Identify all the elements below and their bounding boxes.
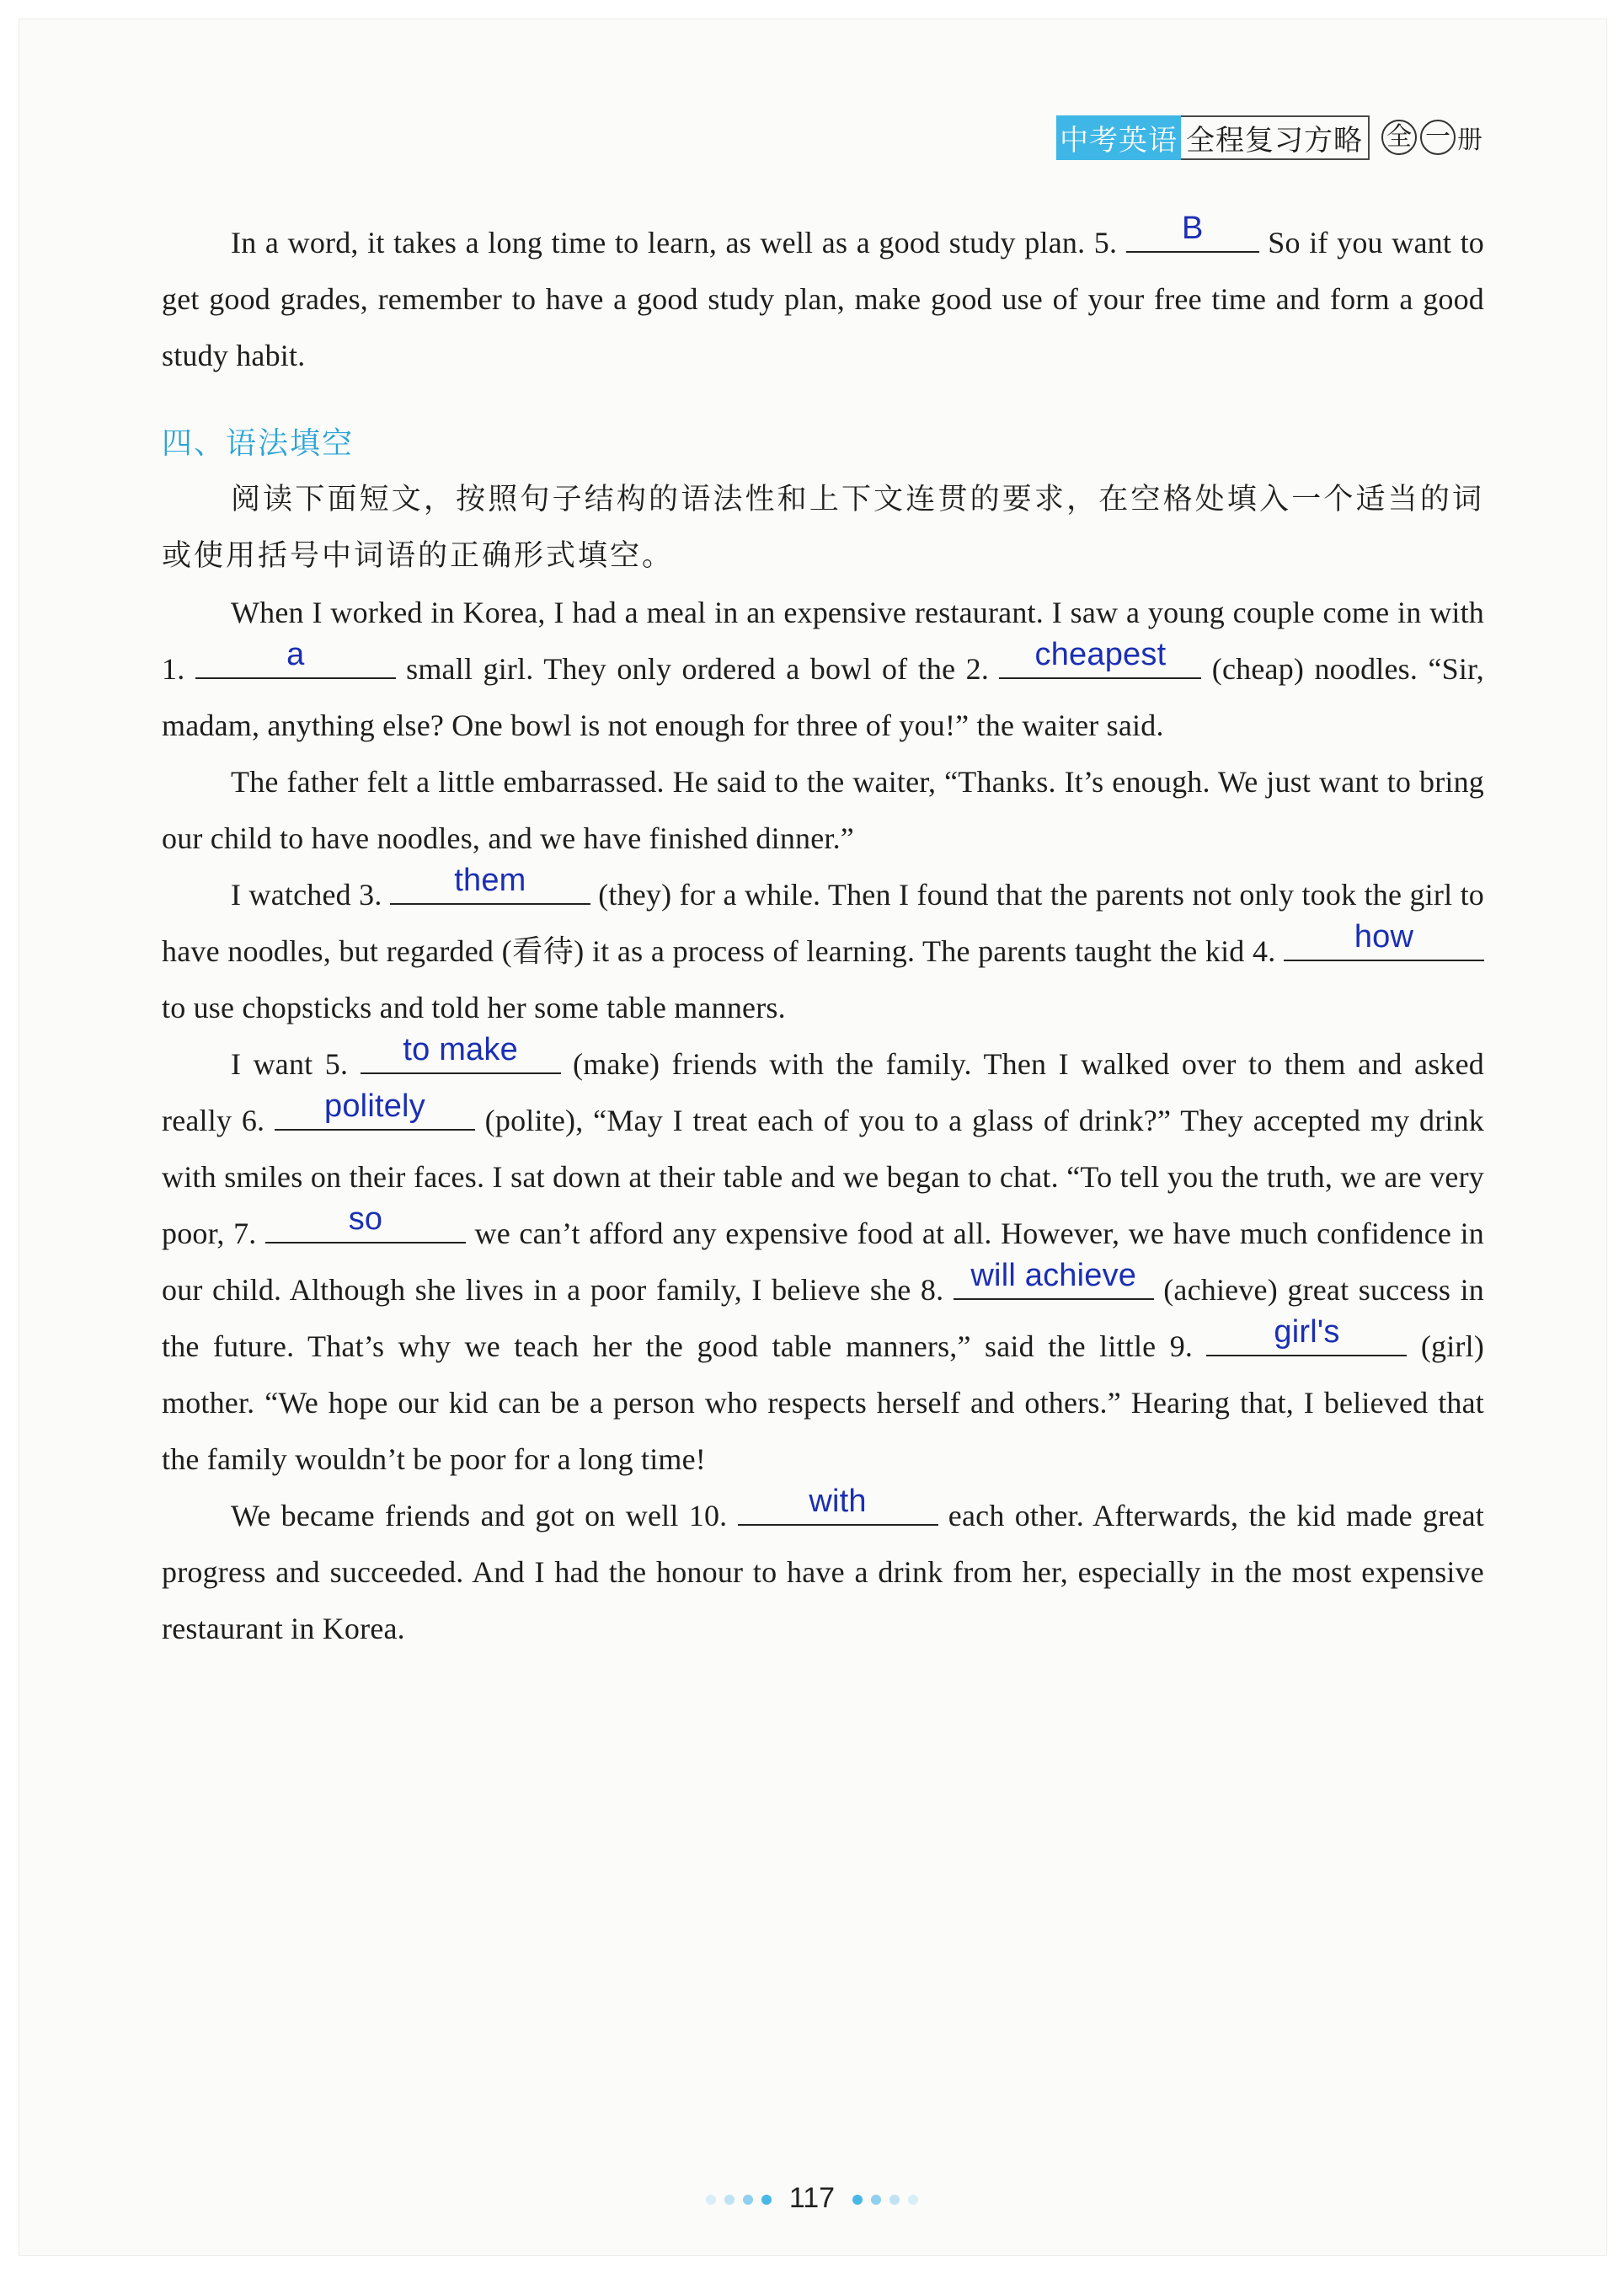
paragraph-3 <box>162 863 1484 1036</box>
text: (they) for a while. Then I found that the parents not only took the girl to have noodles, but regarded (看待) it as a process of learning. The parents taught the kid 4. <box>162 878 1484 968</box>
volume-char-3: 册 <box>1457 126 1482 155</box>
page-content <box>162 211 1485 1657</box>
text: I want 5. <box>231 1047 361 1081</box>
volume-char-1: 全 <box>1381 120 1417 155</box>
header-volume <box>1380 119 1482 156</box>
dot-icon <box>761 2195 772 2205</box>
answer-10: with <box>809 1484 867 1519</box>
text: small girl. They only ordered a bowl of the 2. <box>395 652 1000 686</box>
text: In a word, it takes a long time to learn, as well as a good study plan. 5. <box>231 226 1126 259</box>
dot-icon <box>724 2195 735 2205</box>
page-footer <box>0 2182 1624 2215</box>
answer-5b: to make <box>403 1032 518 1067</box>
blank-2[interactable] <box>999 637 1201 679</box>
answer-6: politely <box>324 1088 425 1124</box>
header-title-highlight: 中考英语 <box>1056 115 1181 160</box>
answer-2: cheapest <box>1034 637 1167 672</box>
dot-icon <box>852 2195 863 2205</box>
section-title: 四、语法填空 <box>162 426 355 461</box>
section-instructions: 阅读下面短文，按照句子结构的语法性和上下文连贯的要求，在空格处填入一个适当的词或使用括号中词语的正确形式填空。 <box>162 483 1484 573</box>
answer-7: so <box>348 1201 383 1237</box>
blank-6[interactable] <box>275 1088 475 1131</box>
book-header <box>1056 118 1482 157</box>
answer-1: a <box>286 637 305 672</box>
answer-9: girl's <box>1274 1314 1340 1350</box>
answer-8: will achieve <box>970 1258 1137 1293</box>
passage-top <box>162 211 1484 384</box>
blank-1[interactable] <box>195 637 396 679</box>
text: we can’t afford any expensive food at all. However, we have much confidence in our child. Although she lives in a poor family, I believe she 8. <box>162 1217 1484 1307</box>
text: I watched 3. <box>231 878 390 912</box>
blank-3[interactable] <box>390 863 590 905</box>
dot-icon <box>706 2195 716 2205</box>
blank-10[interactable] <box>738 1484 938 1526</box>
dot-icon <box>871 2195 881 2205</box>
text: to use chopsticks and told her some table manners. <box>162 991 786 1024</box>
text: When I worked in Korea, I had a meal in an expensive restaurant. I saw a young couple come in with 1. <box>162 596 1484 686</box>
text: (cheap) noodles. “Sir, madam, anything else? One bowl is not enough for three of you!” the waiter said. <box>162 652 1484 742</box>
dot-icon <box>889 2195 900 2205</box>
volume-char-2: 一 <box>1420 120 1456 155</box>
blank-7[interactable] <box>265 1201 466 1243</box>
paragraph-2 <box>162 754 1484 867</box>
blank-9[interactable] <box>1206 1314 1407 1356</box>
blank-5b[interactable] <box>361 1032 561 1074</box>
text: (achieve) great success in the future. That’s why we teach her the good table manners,” said the little 9. <box>162 1273 1484 1363</box>
paragraph-5 <box>162 1484 1484 1657</box>
dot-icon <box>908 2195 918 2205</box>
text: (polite), “May I treat each of you to a glass of drink?” They accepted my drink with smiles on their faces. I sat down at their table and we began to chat. “To tell you the truth, we are very poor, 7. <box>162 1104 1484 1250</box>
text: We became friends and got on well 10. <box>231 1499 738 1532</box>
page-number: 117 <box>788 2182 836 2214</box>
text: So if you want to get good grades, remember to have a good study plan, make good use of your free time and form a good study habit. <box>162 226 1484 372</box>
dot-icon <box>743 2195 753 2205</box>
blank-4[interactable] <box>1284 919 1484 961</box>
answer-3: them <box>454 863 526 898</box>
paragraph-1 <box>162 585 1484 754</box>
blank-5[interactable] <box>1126 211 1259 253</box>
header-title-rest: 全程复习方略 <box>1181 115 1370 160</box>
blank-8[interactable] <box>954 1258 1154 1300</box>
paragraph-4 <box>162 1032 1485 1488</box>
answer-4: how <box>1354 919 1414 955</box>
text: The father felt a little embarrassed. He said to the waiter, “Thanks. It’s enough. We just want to bring our child to have noodles, and we have finished dinner.” <box>162 765 1484 855</box>
text: (girl) mother. “We hope our kid can be a person who respects herself and others.” Hearing that, I believed that the family wouldn’t be poor for a long time! <box>162 1329 1485 1476</box>
text: (make) friends with the family. Then I walked over to them and asked really 6. <box>162 1047 1485 1137</box>
answer-5: B <box>1181 211 1204 246</box>
text: each other. Afterwards, the kid made great progress and succeeded. And I had the honour to have a drink from her, especially in the most expensive restaurant in Korea. <box>162 1499 1484 1645</box>
